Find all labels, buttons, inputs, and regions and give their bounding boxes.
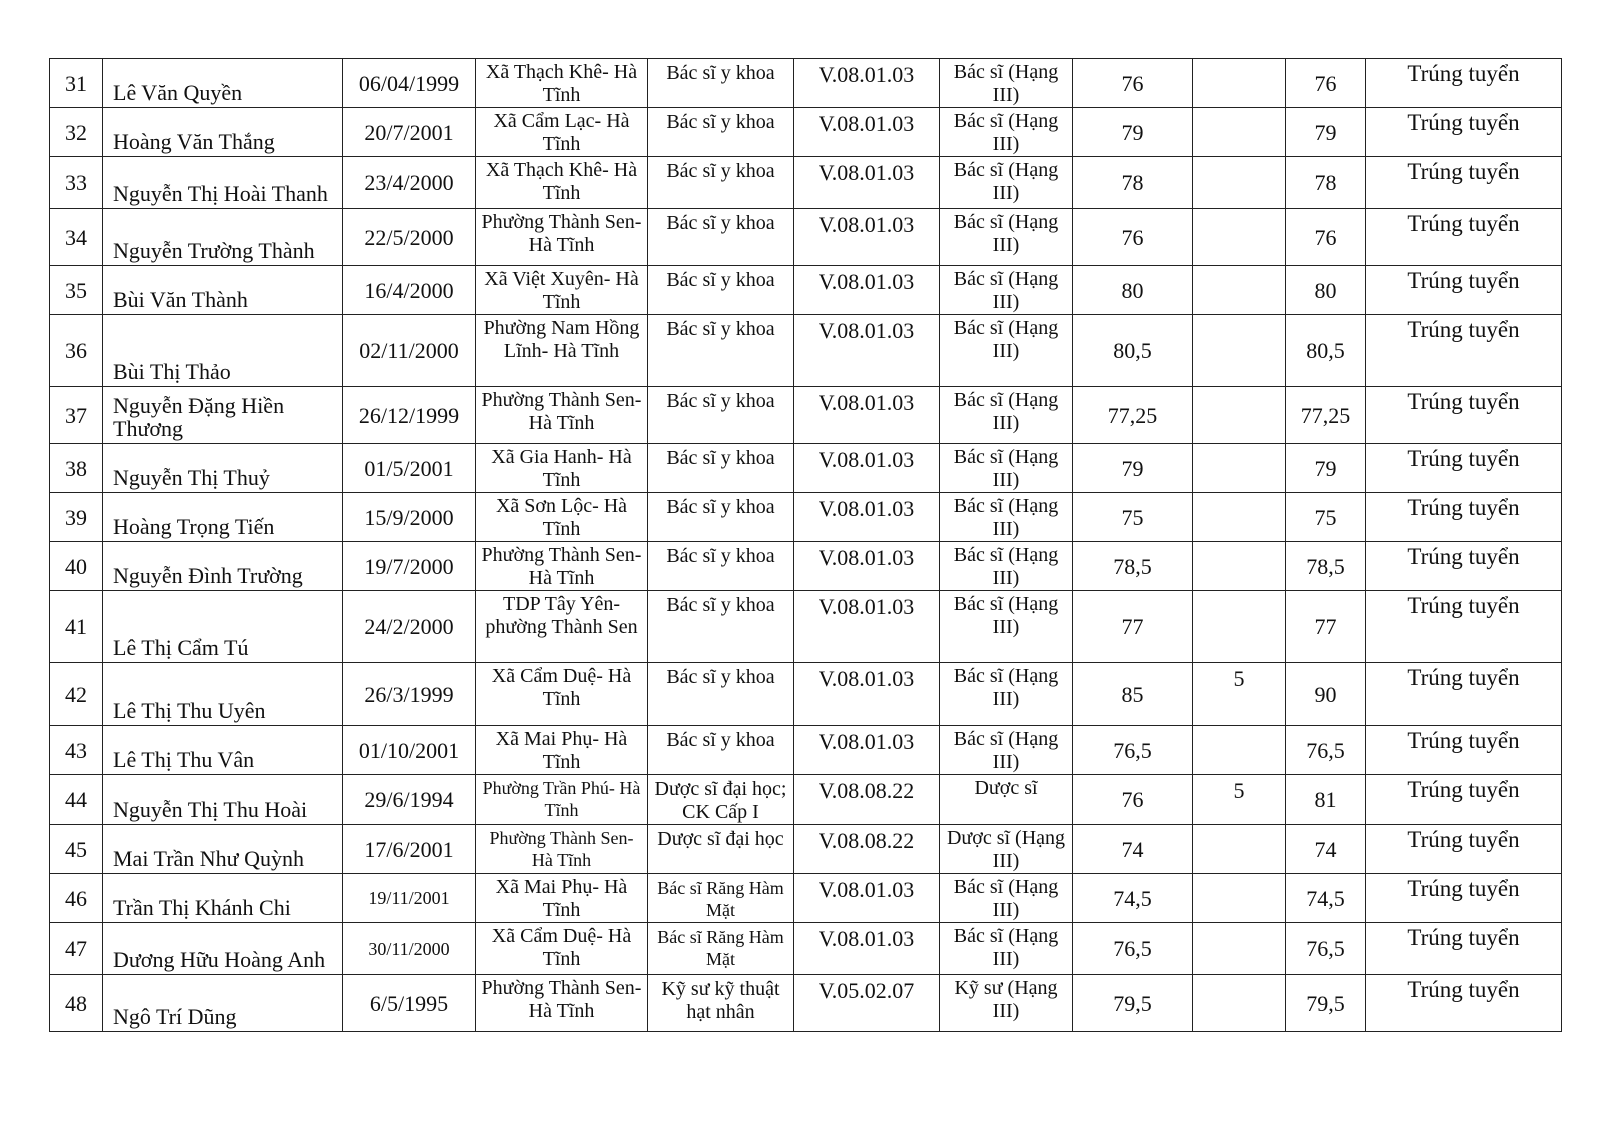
total-score: 80,5	[1286, 315, 1366, 387]
score: 76,5	[1073, 726, 1193, 775]
result-status: Trúng tuyển	[1366, 108, 1562, 157]
bonus-points: 5	[1193, 775, 1286, 825]
date-of-birth: 02/11/2000	[343, 315, 476, 387]
position: Bác sĩ y khoa	[648, 726, 794, 775]
bonus-points	[1193, 266, 1286, 315]
table-row	[50, 591, 1562, 663]
address: Phường Thành Sen- Hà Tĩnh	[476, 209, 648, 266]
bonus-points: 5	[1193, 663, 1286, 726]
score: 79,5	[1073, 975, 1193, 1032]
table-row	[50, 874, 1562, 923]
title-code: V.05.02.07	[794, 975, 940, 1032]
score: 78	[1073, 157, 1193, 209]
date-of-birth: 19/7/2000	[343, 542, 476, 591]
title-code: V.08.01.03	[794, 493, 940, 542]
title-code: V.08.01.03	[794, 387, 940, 444]
candidate-name: Hoàng Văn Thắng	[103, 108, 343, 157]
title-code: V.08.01.03	[794, 591, 940, 663]
bonus-points	[1193, 726, 1286, 775]
rank: Bác sĩ (Hạng III)	[940, 315, 1073, 387]
result-status: Trúng tuyển	[1366, 157, 1562, 209]
date-of-birth: 26/12/1999	[343, 387, 476, 444]
score: 78,5	[1073, 542, 1193, 591]
result-status: Trúng tuyển	[1366, 923, 1562, 975]
row-number: 33	[50, 157, 103, 209]
date-of-birth: 16/4/2000	[343, 266, 476, 315]
result-status: Trúng tuyển	[1366, 825, 1562, 874]
bonus-points	[1193, 493, 1286, 542]
row-number: 32	[50, 108, 103, 157]
total-score: 78,5	[1286, 542, 1366, 591]
rank: Bác sĩ (Hạng III)	[940, 493, 1073, 542]
total-score: 80	[1286, 266, 1366, 315]
date-of-birth: 24/2/2000	[343, 591, 476, 663]
score: 77	[1073, 591, 1193, 663]
candidate-name: Lê Thị Thu Uyên	[103, 663, 343, 726]
rank: Bác sĩ (Hạng III)	[940, 591, 1073, 663]
position: Bác sĩ y khoa	[648, 157, 794, 209]
result-status: Trúng tuyển	[1366, 209, 1562, 266]
table-row	[50, 157, 1562, 209]
row-number: 36	[50, 315, 103, 387]
total-score: 79	[1286, 444, 1366, 493]
address: Xã Sơn Lộc- Hà Tĩnh	[476, 493, 648, 542]
candidate-name: Nguyễn Đặng Hiền Thương	[103, 387, 343, 444]
bonus-points	[1193, 444, 1286, 493]
address: Xã Mai Phụ- Hà Tĩnh	[476, 874, 648, 923]
candidate-name: Lê Thị Cẩm Tú	[103, 591, 343, 663]
bonus-points	[1193, 542, 1286, 591]
table-row	[50, 975, 1562, 1032]
bonus-points	[1193, 825, 1286, 874]
row-number: 41	[50, 591, 103, 663]
position: Bác sĩ y khoa	[648, 663, 794, 726]
results-table	[49, 58, 1562, 1032]
result-status: Trúng tuyển	[1366, 591, 1562, 663]
score: 76	[1073, 209, 1193, 266]
candidate-name: Nguyễn Thị Thu Hoài	[103, 775, 343, 825]
row-number: 42	[50, 663, 103, 726]
total-score: 79,5	[1286, 975, 1366, 1032]
title-code: V.08.01.03	[794, 315, 940, 387]
bonus-points	[1193, 874, 1286, 923]
rank: Dược sĩ	[940, 775, 1073, 825]
table-row	[50, 209, 1562, 266]
result-status: Trúng tuyển	[1366, 444, 1562, 493]
bonus-points	[1193, 975, 1286, 1032]
date-of-birth: 15/9/2000	[343, 493, 476, 542]
bonus-points	[1193, 108, 1286, 157]
table-row	[50, 387, 1562, 444]
result-status: Trúng tuyển	[1366, 59, 1562, 108]
date-of-birth: 01/5/2001	[343, 444, 476, 493]
date-of-birth: 30/11/2000	[343, 923, 476, 975]
candidate-name: Nguyễn Thị Thuỷ	[103, 444, 343, 493]
address: TDP Tây Yên- phường Thành Sen	[476, 591, 648, 663]
total-score: 81	[1286, 775, 1366, 825]
table-row	[50, 825, 1562, 874]
position: Bác sĩ y khoa	[648, 59, 794, 108]
bonus-points	[1193, 315, 1286, 387]
position: Dược sĩ đại học	[648, 825, 794, 874]
title-code: V.08.01.03	[794, 726, 940, 775]
position: Bác sĩ y khoa	[648, 266, 794, 315]
date-of-birth: 22/5/2000	[343, 209, 476, 266]
total-score: 76,5	[1286, 923, 1366, 975]
row-number: 34	[50, 209, 103, 266]
result-status: Trúng tuyển	[1366, 726, 1562, 775]
address: Phường Thành Sen- Hà Tĩnh	[476, 825, 648, 874]
address: Phường Nam Hồng Lĩnh- Hà Tĩnh	[476, 315, 648, 387]
row-number: 48	[50, 975, 103, 1032]
rank: Kỹ sư (Hạng III)	[940, 975, 1073, 1032]
position: Bác sĩ y khoa	[648, 209, 794, 266]
candidate-name: Mai Trần Như Quỳnh	[103, 825, 343, 874]
total-score: 90	[1286, 663, 1366, 726]
result-status: Trúng tuyển	[1366, 493, 1562, 542]
total-score: 75	[1286, 493, 1366, 542]
score: 76,5	[1073, 923, 1193, 975]
row-number: 35	[50, 266, 103, 315]
bonus-points	[1193, 923, 1286, 975]
score: 85	[1073, 663, 1193, 726]
candidate-name: Nguyễn Đình Trường	[103, 542, 343, 591]
candidate-name: Ngô Trí Dũng	[103, 975, 343, 1032]
date-of-birth: 29/6/1994	[343, 775, 476, 825]
row-number: 43	[50, 726, 103, 775]
bonus-points	[1193, 387, 1286, 444]
date-of-birth: 17/6/2001	[343, 825, 476, 874]
row-number: 44	[50, 775, 103, 825]
candidate-name: Trần Thị Khánh Chi	[103, 874, 343, 923]
table-row	[50, 726, 1562, 775]
table-row	[50, 493, 1562, 542]
title-code: V.08.01.03	[794, 663, 940, 726]
row-number: 45	[50, 825, 103, 874]
date-of-birth: 01/10/2001	[343, 726, 476, 775]
position: Kỹ sư kỹ thuật hạt nhân	[648, 975, 794, 1032]
position: Bác sĩ y khoa	[648, 387, 794, 444]
result-status: Trúng tuyển	[1366, 775, 1562, 825]
candidate-name: Nguyễn Thị Hoài Thanh	[103, 157, 343, 209]
row-number: 37	[50, 387, 103, 444]
address: Phường Thành Sen- Hà Tĩnh	[476, 975, 648, 1032]
address: Xã Thạch Khê- Hà Tĩnh	[476, 59, 648, 108]
position: Bác sĩ Răng Hàm Mặt	[648, 923, 794, 975]
position: Dược sĩ đại học; CK Cấp I	[648, 775, 794, 825]
rank: Bác sĩ (Hạng III)	[940, 266, 1073, 315]
title-code: V.08.01.03	[794, 266, 940, 315]
address: Xã Việt Xuyên- Hà Tĩnh	[476, 266, 648, 315]
row-number: 46	[50, 874, 103, 923]
title-code: V.08.01.03	[794, 108, 940, 157]
score: 76	[1073, 775, 1193, 825]
rank: Dược sĩ (Hạng III)	[940, 825, 1073, 874]
rank: Bác sĩ (Hạng III)	[940, 874, 1073, 923]
position: Bác sĩ Răng Hàm Mặt	[648, 874, 794, 923]
position: Bác sĩ y khoa	[648, 444, 794, 493]
rank: Bác sĩ (Hạng III)	[940, 157, 1073, 209]
table-row	[50, 315, 1562, 387]
candidate-name: Lê Văn Quyền	[103, 59, 343, 108]
result-status: Trúng tuyển	[1366, 315, 1562, 387]
bonus-points	[1193, 209, 1286, 266]
candidate-name: Hoàng Trọng Tiến	[103, 493, 343, 542]
row-number: 31	[50, 59, 103, 108]
title-code: V.08.08.22	[794, 825, 940, 874]
score: 76	[1073, 59, 1193, 108]
address: Xã Mai Phụ- Hà Tĩnh	[476, 726, 648, 775]
bonus-points	[1193, 591, 1286, 663]
rank: Bác sĩ (Hạng III)	[940, 663, 1073, 726]
table-row	[50, 663, 1562, 726]
table-row	[50, 775, 1562, 825]
position: Bác sĩ y khoa	[648, 493, 794, 542]
rank: Bác sĩ (Hạng III)	[940, 444, 1073, 493]
score: 80,5	[1073, 315, 1193, 387]
title-code: V.08.08.22	[794, 775, 940, 825]
bonus-points	[1193, 59, 1286, 108]
result-status: Trúng tuyển	[1366, 663, 1562, 726]
title-code: V.08.01.03	[794, 59, 940, 108]
total-score: 76	[1286, 209, 1366, 266]
total-score: 76	[1286, 59, 1366, 108]
score: 74,5	[1073, 874, 1193, 923]
rank: Bác sĩ (Hạng III)	[940, 542, 1073, 591]
title-code: V.08.01.03	[794, 444, 940, 493]
candidate-name: Bùi Văn Thành	[103, 266, 343, 315]
title-code: V.08.01.03	[794, 209, 940, 266]
total-score: 76,5	[1286, 726, 1366, 775]
candidate-name: Dương Hữu Hoàng Anh	[103, 923, 343, 975]
result-status: Trúng tuyển	[1366, 874, 1562, 923]
row-number: 39	[50, 493, 103, 542]
position: Bác sĩ y khoa	[648, 108, 794, 157]
total-score: 78	[1286, 157, 1366, 209]
bonus-points	[1193, 157, 1286, 209]
candidate-name: Lê Thị Thu Vân	[103, 726, 343, 775]
address: Phường Thành Sen- Hà Tĩnh	[476, 542, 648, 591]
table-row	[50, 108, 1562, 157]
table-row	[50, 444, 1562, 493]
row-number: 38	[50, 444, 103, 493]
result-status: Trúng tuyển	[1366, 542, 1562, 591]
table-row	[50, 542, 1562, 591]
score: 79	[1073, 444, 1193, 493]
score: 79	[1073, 108, 1193, 157]
address: Xã Cẩm Lạc- Hà Tĩnh	[476, 108, 648, 157]
total-score: 74	[1286, 825, 1366, 874]
total-score: 79	[1286, 108, 1366, 157]
row-number: 40	[50, 542, 103, 591]
score: 74	[1073, 825, 1193, 874]
table-row	[50, 266, 1562, 315]
position: Bác sĩ y khoa	[648, 542, 794, 591]
table-row	[50, 59, 1562, 108]
title-code: V.08.01.03	[794, 874, 940, 923]
address: Phường Thành Sen- Hà Tĩnh	[476, 387, 648, 444]
result-status: Trúng tuyển	[1366, 387, 1562, 444]
rank: Bác sĩ (Hạng III)	[940, 108, 1073, 157]
score: 75	[1073, 493, 1193, 542]
date-of-birth: 6/5/1995	[343, 975, 476, 1032]
address: Xã Cẩm Duệ- Hà Tĩnh	[476, 663, 648, 726]
address: Xã Gia Hanh- Hà Tĩnh	[476, 444, 648, 493]
title-code: V.08.01.03	[794, 923, 940, 975]
date-of-birth: 23/4/2000	[343, 157, 476, 209]
rank: Bác sĩ (Hạng III)	[940, 387, 1073, 444]
candidate-name: Nguyễn Trường Thành	[103, 209, 343, 266]
total-score: 77,25	[1286, 387, 1366, 444]
rank: Bác sĩ (Hạng III)	[940, 59, 1073, 108]
date-of-birth: 19/11/2001	[343, 874, 476, 923]
position: Bác sĩ y khoa	[648, 591, 794, 663]
date-of-birth: 26/3/1999	[343, 663, 476, 726]
total-score: 77	[1286, 591, 1366, 663]
rank: Bác sĩ (Hạng III)	[940, 923, 1073, 975]
date-of-birth: 06/04/1999	[343, 59, 476, 108]
score: 80	[1073, 266, 1193, 315]
rank: Bác sĩ (Hạng III)	[940, 209, 1073, 266]
total-score: 74,5	[1286, 874, 1366, 923]
row-number: 47	[50, 923, 103, 975]
result-status: Trúng tuyển	[1366, 266, 1562, 315]
address: Xã Thạch Khê- Hà Tĩnh	[476, 157, 648, 209]
rank: Bác sĩ (Hạng III)	[940, 726, 1073, 775]
result-status: Trúng tuyển	[1366, 975, 1562, 1032]
table-row	[50, 923, 1562, 975]
score: 77,25	[1073, 387, 1193, 444]
date-of-birth: 20/7/2001	[343, 108, 476, 157]
candidate-name: Bùi Thị Thảo	[103, 315, 343, 387]
position: Bác sĩ y khoa	[648, 315, 794, 387]
address: Xã Cẩm Duệ- Hà Tĩnh	[476, 923, 648, 975]
address: Phường Trần Phú- Hà Tĩnh	[476, 775, 648, 825]
title-code: V.08.01.03	[794, 542, 940, 591]
title-code: V.08.01.03	[794, 157, 940, 209]
